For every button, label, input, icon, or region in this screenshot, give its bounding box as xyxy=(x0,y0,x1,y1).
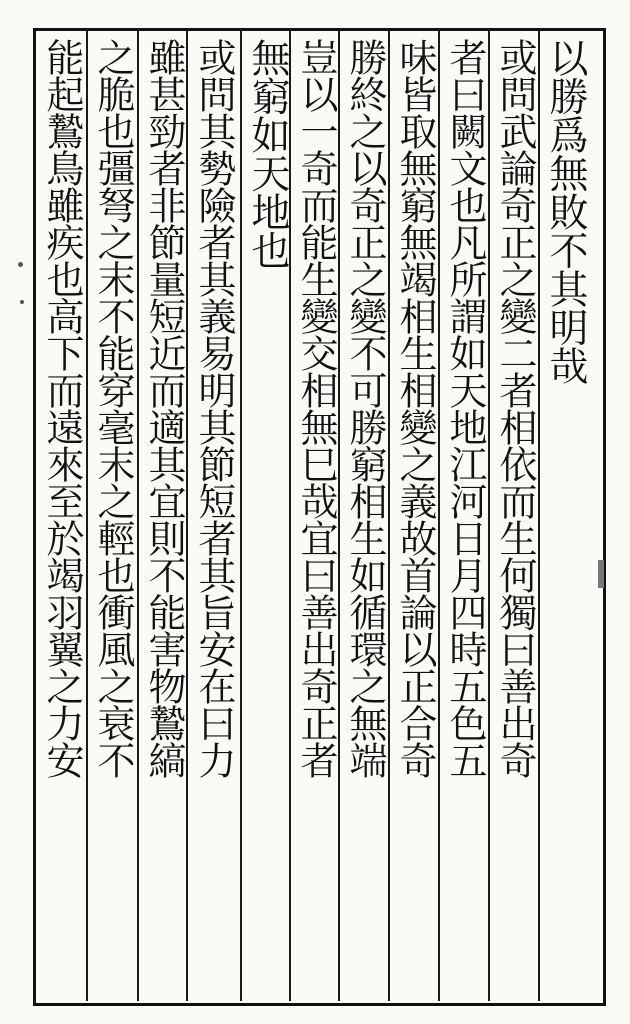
text-column: 以勝爲無敗不其明哉 xyxy=(543,38,588,385)
text-column: 豈以一奇而能生變交相無巳哉宜曰善出奇正者 xyxy=(294,38,338,778)
text-column: 無窮如天地也 xyxy=(245,38,290,269)
scan-speck xyxy=(20,300,24,304)
text-column: 之脆也彊弩之末不能穿毫末之輕也衝風之衰不 xyxy=(91,38,135,778)
scan-speck xyxy=(18,262,23,267)
scan-mark xyxy=(598,560,604,588)
column-rule xyxy=(86,31,88,1001)
text-column: 或問武論奇正之變二者相依而生何獨曰善出奇 xyxy=(493,38,537,778)
text-column: 者曰闕文也凡所謂如天地江河日月四時五色五 xyxy=(443,38,487,778)
column-rule xyxy=(240,31,242,1001)
text-column: 雖甚勁者非節量短近而適其宜則不能害物鷙縞 xyxy=(142,38,186,778)
text-column: 能起鷙鳥雖疾也高下而遠來至於竭羽翼之力安 xyxy=(40,38,84,778)
text-column: 或問其勢險者其義易明其節短者其旨安在曰力 xyxy=(192,38,236,778)
text-column: 勝終之以奇正之變不可勝窮相生如循環之無端 xyxy=(343,38,387,778)
text-column: 味皆取無窮無竭相生相變之義故首論以正合奇 xyxy=(393,38,437,778)
column-rule xyxy=(137,31,139,1001)
